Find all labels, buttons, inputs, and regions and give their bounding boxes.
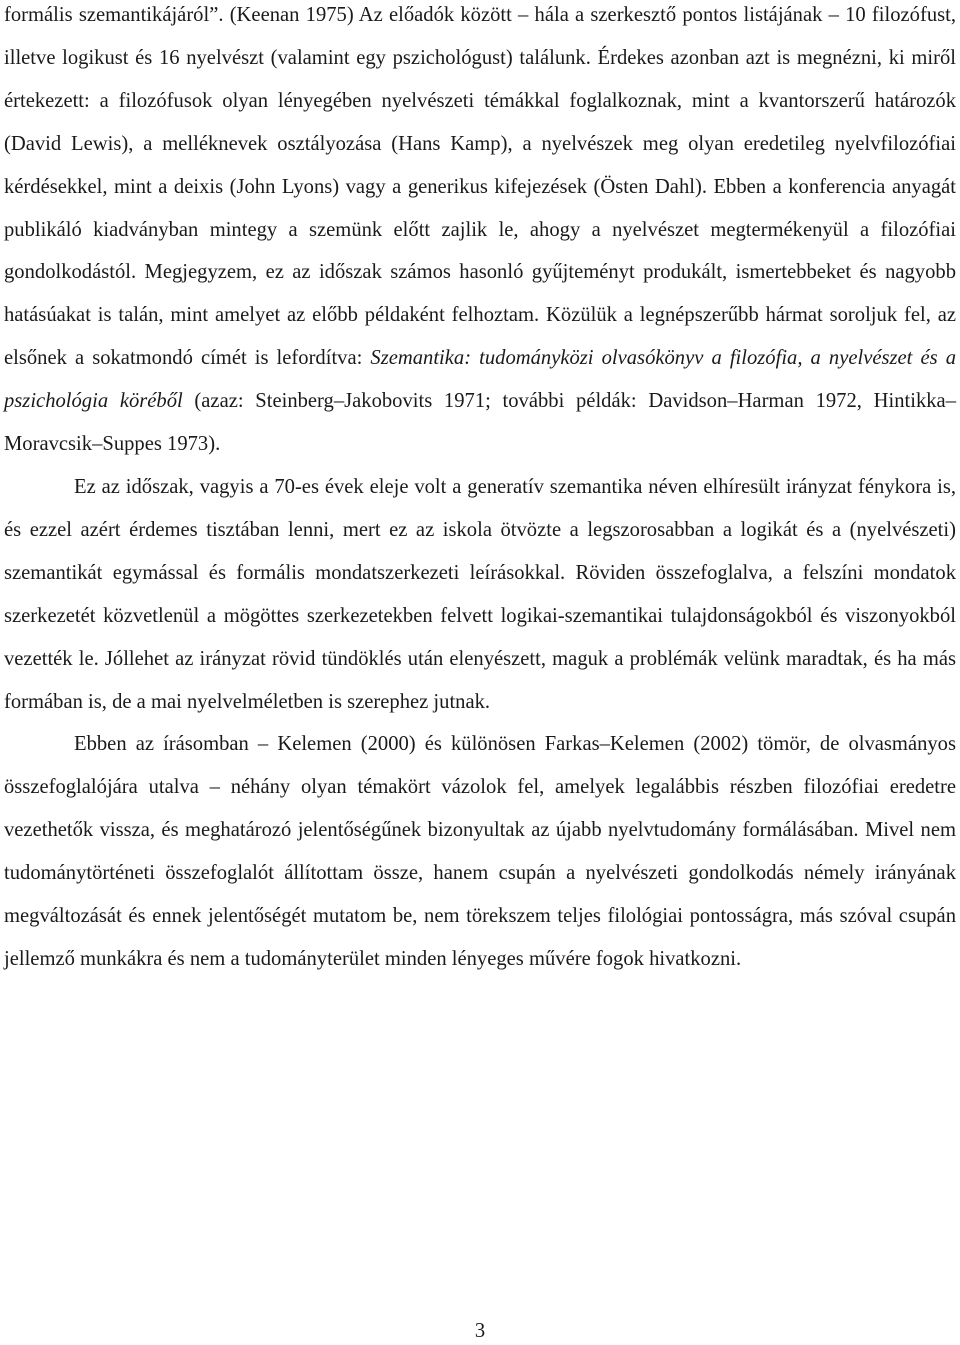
paragraph-1-text-b: (azaz: Steinberg–Jakobovits 1971; további példák: Davidson–Harman 1972, Hintikka–Moravcsik–Suppes 1973). [4, 390, 956, 456]
paragraph-1 [4, 0, 956, 466]
body-text [4, 0, 956, 981]
paragraph-2-text: Ez az időszak, vagyis a 70-es évek eleje volt a generatív szemantika néven elhíresült irányzat fénykora is, és ezzel azért érdemes tisztában lenni, mert ez az iskola ötvözte a legszorosabban a logikát és a (nyelvészeti) szemantikát egymással és formális mondatszerkezeti leírásokkal. Röviden összefoglalva, a felszíni mondatok szerkezetét közvetlenül a mögöttes szerkezetekben felvett logikai-szemantikai tulajdonságokból és viszonyokból vezették le. Jóllehet az irányzat rövid tündöklés után elenyészett, maguk a problémák velünk maradtak, és ha más formában is, de a mai nyelvelméletben is szerephez jutnak. [4, 475, 956, 713]
paragraph-1-text-a: formális szemantikájáról”. (Keenan 1975) Az előadók között – hála a szerkesztő pontos listájának – 10 filozófust, illetve logikust és 16 nyelvészt (valamint egy pszichológust) találunk. Érdekes azonban azt is megnézni, ki miről értekezett: a filozófusok olyan lényegében nyelvészeti témákkal foglalkoznak, mint a kvantorszerű határozók (David Lewis), a melléknevek osztályozása (Hans Kamp), a nyelvészek meg olyan eredetileg nyelvfilozófiai kérdésekkel, mint a deixis (John Lyons) vagy a generikus kifejezések (Östen Dahl). Ebben a konferencia anyagát publikáló kiadványban mintegy a szemünk előtt zajlik le, ahogy a nyelvészet megtermékenyül a filozófiai gondolkodástól. Megjegyzem, ez az időszak számos hasonló gyűjteményt produkált, ismertebbeket és nagyobb hatásúakat is talán, mint amelyet az előbb példaként felhoztam. Közülük a legnépszerűbb hármat soroljuk fel, az elsőnek a sokatmondó címét is lefordítva: [4, 4, 956, 370]
italic-book-title: Szemantika: tudományközi olvasókönyv a filozófia, a nyelvészet és a pszichológia köréből [4, 347, 956, 413]
page-number: 3 [474, 1320, 486, 1342]
paragraph-3-text: Ebben az írásomban – Kelemen (2000) és különösen Farkas–Kelemen (2002) tömör, de olvasmányos összefoglalójára utalva – néhány olyan témakört vázolok fel, amelyek legalábbis részben filozófiai eredetre vezethetők vissza, és meghatározó jelentőségűnek bizonyultak az újabb nyelvtudomány formálásában. Mivel nem tudománytörténeti összefoglalót állítottam össze, hanem csupán a nyelvészeti gondolkodás némely irányának megváltozását és ennek jelentőségét mutatom be, nem törekszem teljes filológiai pontosságra, más szóval csupán jellemző munkákra és nem a tudományterület minden lényeges művére fogok hivatkozni. [4, 733, 956, 970]
paragraph-3 [4, 723, 956, 980]
paragraph-2 [4, 466, 956, 723]
